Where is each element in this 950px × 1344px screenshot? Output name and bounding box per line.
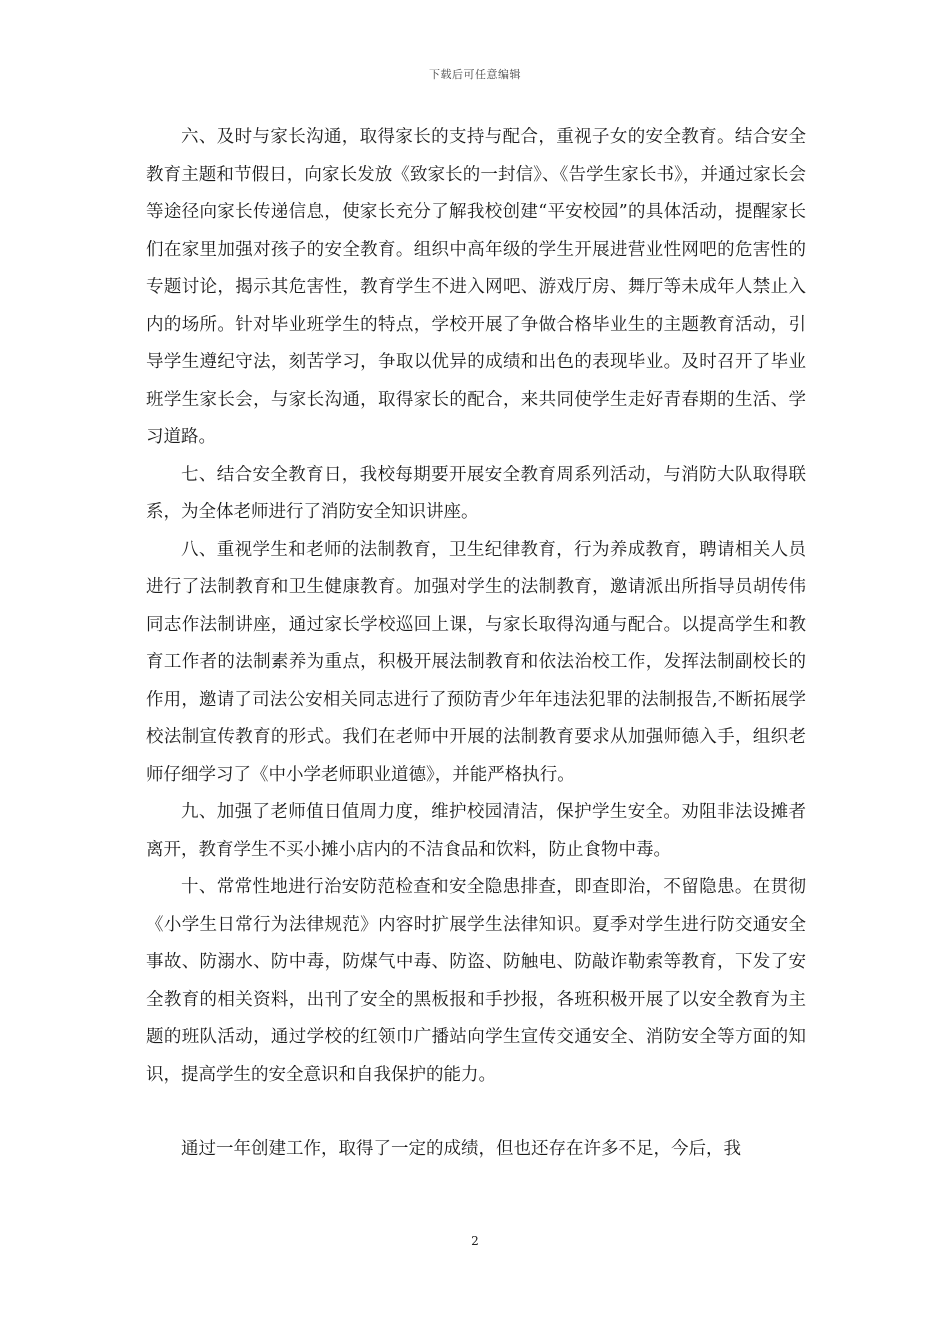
document-body [146, 119, 806, 1169]
paragraph-ten-safety-inspection: 十、常常性地进行治安防范检查和安全隐患排查，即查即治，不留隐患。在贯彻《小学生日常行为法律规范》内容时扩展学生法律知识。夏季对学生进行防交通安全事故、防溺水、防中毒，防煤气中毒、防盗、防触电、防敲诈勒索等教育，下发了安全教育的相关资料，出刊了安全的黑板报和手抄报，各班积极开展了以安全教育为主题的班队活动，通过学校的红领巾广播站向学生宣传交通安全、消防安全等方面的知识，提高学生的安全意识和自我保护的能力。 [146, 877, 806, 1085]
paragraph-gap [146, 1094, 806, 1131]
paragraph-eight-legal-education: 八、重视学生和老师的法制教育，卫生纪律教育，行为养成教育，聘请相关人员进行了法制教育和卫生健康教育。加强对学生的法制教育，邀请派出所指导员胡传伟同志作法制讲座，通过家长学校巡回上课，与家长取得沟通与配合。以提高学生和教育工作者的法制素养为重点，积极开展法制教育和依法治校工作，发挥法制副校长的作用，邀请了司法公安相关同志进行了预防青少年年违法犯罪的法制报告,不断拓展学校法制宣传教育的形式。我们在老师中开展的法制教育要求从加强师德入手，组织老师仔细学习了《中小学老师职业道德》，并能严格执行。 [146, 539, 806, 785]
paragraph-nine-duty-patrol: 九、加强了老师值日值周力度，维护校园清洁，保护学生安全。劝阻非法设摊者离开，教育学生不买小摊小店内的不洁食品和饮料，防止食物中毒。 [146, 802, 806, 860]
page-number: 2 [471, 1234, 479, 1248]
paragraph-seven-fire-safety: 七、结合安全教育日，我校每期要开展安全教育周系列活动，与消防大队取得联系，为全体老师进行了消防安全知识讲座。 [146, 464, 806, 522]
page-header: 下载后可任意编辑 [429, 68, 521, 81]
paragraph-six-parent-communication: 六、及时与家长沟通，取得家长的支持与配合，重视子女的安全教育。结合安全教育主题和节假日，向家长发放《致家长的一封信》、《告学生家长书》，并通过家长会等途径向家长传递信息，使家长充分了解我校创建“平安校园”的具体活动，提醒家长们在家里加强对孩子的安全教育。组织中高年级的学生开展进营业性网吧的危害性的专题讨论，揭示其危害性，教育学生不进入网吧、游戏厅房、舞厅等未成年人禁止入内的场所。针对毕业班学生的特点，学校开展了争做合格毕业生的主题教育活动，引导学生遵纪守法，刻苦学习，争取以优异的成绩和出色的表现毕业。及时召开了毕业班学生家长会，与家长沟通，取得家长的配合，来共同使学生走好青春期的生活、学习道路。 [146, 127, 806, 447]
paragraph-summary: 通过一年创建工作，取得了一定的成绩，但也还存在许多不足，今后，我 [181, 1139, 741, 1159]
